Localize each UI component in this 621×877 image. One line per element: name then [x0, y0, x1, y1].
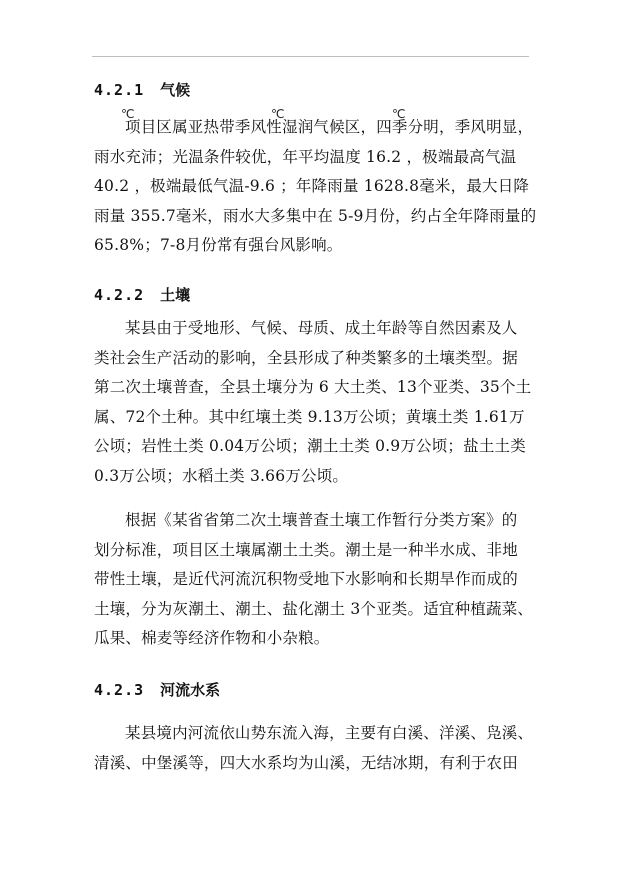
- section-heading-rivers: [94, 680, 220, 700]
- text-line: 土壤，分为灰潮土、潮土、盐化潮土 3个亚类。适宜种植蔬菜、: [94, 599, 534, 618]
- text-line: 0.3万公顷；水稻土类 3.66万公顷。: [94, 466, 349, 485]
- paragraph-soil-1: [94, 314, 534, 491]
- text-line: 划分标准，项目区土壤属潮土土类。潮土是一种半水成、非地: [94, 540, 518, 559]
- section-title: 气候: [160, 81, 191, 99]
- text-line: 第二次土壤普查，全县土壤分为 6 大土类、13个亚类、35个土: [94, 378, 532, 396]
- text-line: 65.8%；7-8月份常有强台风影响。: [94, 236, 343, 254]
- text-line: 属、72个土种。其中红壤土类 9.13万公顷；黄壤土类 1.61万: [94, 407, 525, 426]
- text-line: 某县境内河流依山势东流入海，主要有白溪、洋溪、凫溪、: [125, 724, 534, 742]
- text-line: 根据《某省省第二次土壤普查土壤工作暂行分类方案》的: [125, 511, 518, 529]
- section-heading-soil: [94, 285, 190, 305]
- paragraph-climate: [94, 113, 537, 261]
- text-line: 清溪、中堡溪等，四大水系均为山溪，无结冰期，有利于农田: [94, 753, 518, 772]
- degree-mark: ℃: [121, 107, 135, 121]
- text-line: 公顷；岩性土类 0.04万公顷；潮土土类 0.9万公顷；盐土土类: [94, 437, 526, 455]
- section-number: 4.2.1: [94, 81, 145, 99]
- degree-mark: ℃: [271, 107, 285, 121]
- section-heading-climate: [94, 80, 190, 100]
- section-title: 土壤: [160, 286, 191, 304]
- section-title: 河流水系: [160, 681, 221, 699]
- text-line: 雨水充沛；光温条件较优，年平均温度 16.2 ，极端最高气温: [94, 147, 517, 166]
- section-number: 4.2.2: [94, 286, 145, 304]
- text-line: 40.2 ，极端最低气温-9.6 ；年降雨量 1628.8毫米，最大日降: [94, 177, 530, 195]
- paragraph-soil-2: [94, 506, 534, 654]
- degree-mark: ℃: [392, 107, 406, 121]
- section-number: 4.2.3: [94, 681, 145, 699]
- header-rule: [92, 56, 529, 57]
- paragraph-rivers: [94, 719, 534, 778]
- text-line: 雨量 355.7毫米，雨水大多集中在 5-9月份，约占全年降雨量的: [94, 206, 537, 225]
- text-line: 类社会生产活动的影响，全县形成了种类繁多的土壤类型。据: [94, 348, 518, 367]
- text-line: 某县由于受地形、气候、母质、成土年龄等自然因素及人: [125, 319, 518, 337]
- text-line: 带性土壤，是近代河流沉积物受地下水影响和长期旱作而成的: [94, 570, 518, 588]
- text-line: 瓜果、棉麦等经济作物和小杂粮。: [94, 629, 330, 647]
- text-line: 项目区属亚热带季风性湿润气候区，四季分明，季风明显，: [125, 118, 534, 136]
